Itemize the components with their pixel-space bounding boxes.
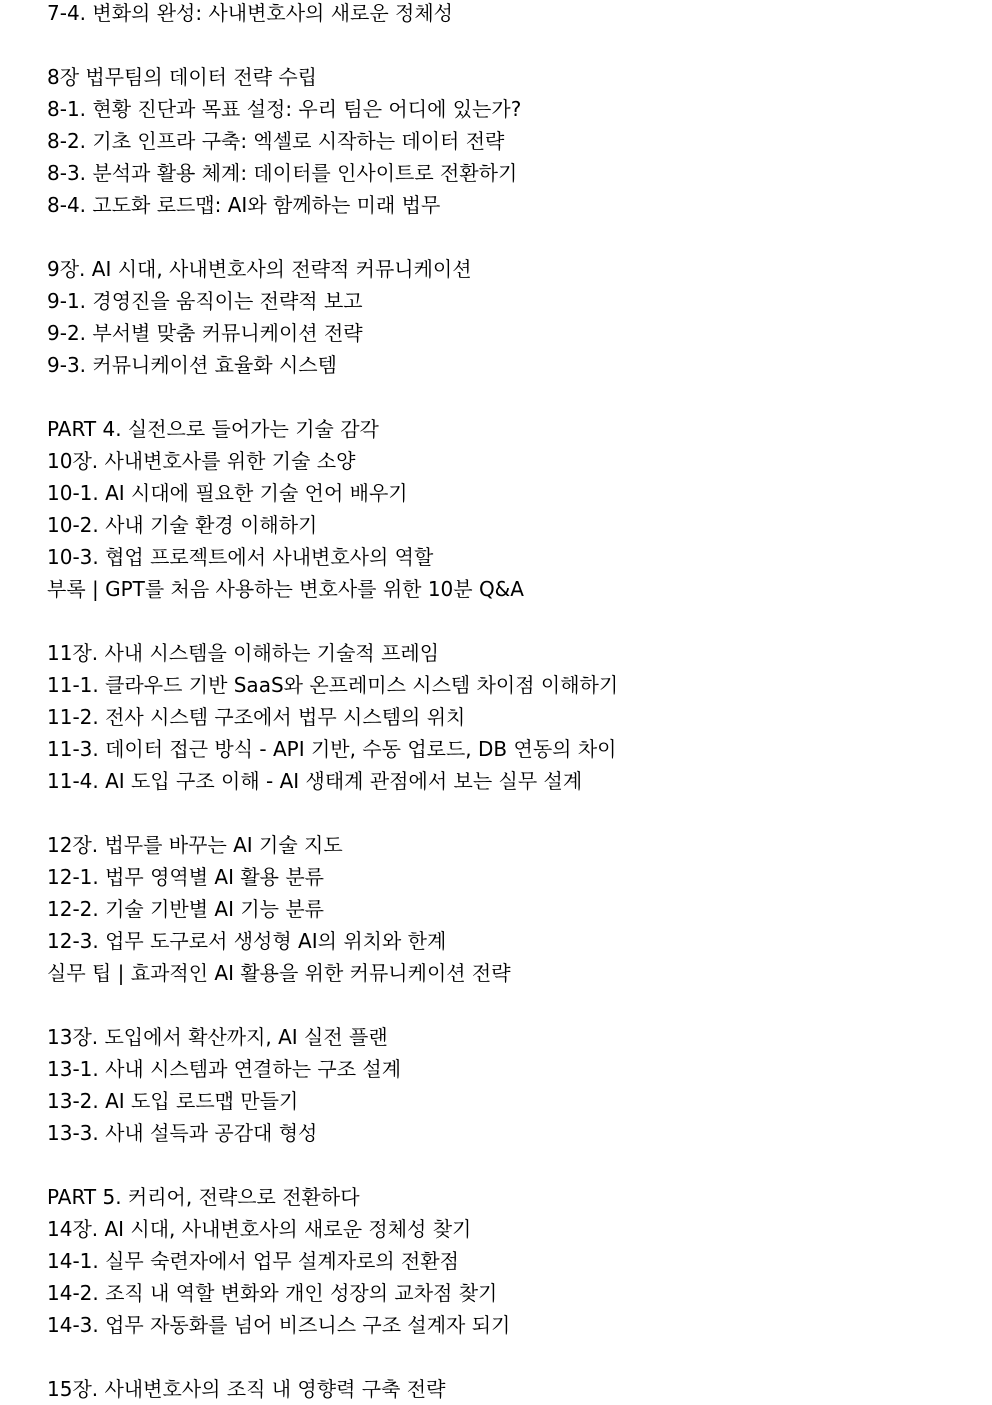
toc-line: 9-2. 부서별 맞춤 커뮤니케이션 전략 [47,321,363,345]
toc-line: 10-2. 사내 기술 환경 이해하기 [47,513,318,537]
blank-line [47,797,977,829]
toc-line: 11-3. 데이터 접근 방식 - API 기반, 수동 업로드, DB 연동의 차이 [47,737,617,761]
toc-line: 13-1. 사내 시스템과 연결하는 구조 설계 [47,1057,402,1081]
toc-line: 12-1. 법무 영역별 AI 활용 분류 [47,865,324,889]
blank-line [47,29,977,61]
blank-line [47,1341,977,1373]
toc-line: PART 5. 커리어, 전략으로 전환하다 [47,1185,360,1209]
toc-line: 9-1. 경영진을 움직이는 전략적 보고 [47,289,363,313]
toc-line: 11-2. 전사 시스템 구조에서 법무 시스템의 위치 [47,705,466,729]
toc-line: 9-3. 커뮤니케이션 효율화 시스템 [47,353,337,377]
toc-line: 14-2. 조직 내 역할 변화와 개인 성장의 교차점 찾기 [47,1281,498,1305]
toc-line: 10-1. AI 시대에 필요한 기술 언어 배우기 [47,481,408,505]
toc-line: 8장 법무팀의 데이터 전략 수립 [47,65,317,89]
toc-line: 9장. AI 시대, 사내변호사의 전략적 커뮤니케이션 [47,257,472,281]
toc-line: 부록 | GPT를 처음 사용하는 변호사를 위한 10분 Q&A [47,577,524,601]
blank-line [47,605,977,637]
toc-line: 8-4. 고도화 로드맵: AI와 함께하는 미래 법무 [47,193,441,217]
toc-line: 14-1. 실무 숙련자에서 업무 설계자로의 전환점 [47,1249,459,1273]
toc-line: 13-2. AI 도입 로드맵 만들기 [47,1089,299,1113]
toc-line: 12-2. 기술 기반별 AI 기능 분류 [47,897,324,921]
toc-line: 14장. AI 시대, 사내변호사의 새로운 정체성 찾기 [47,1217,472,1241]
toc-line: 12장. 법무를 바꾸는 AI 기술 지도 [47,833,343,857]
toc-line: 실무 팁 | 효과적인 AI 활용을 위한 커뮤니케이션 전략 [47,961,511,985]
toc-line: 13-3. 사내 설득과 공감대 형성 [47,1121,318,1145]
table-of-contents [47,0,977,1405]
toc-line: 11-1. 클라우드 기반 SaaS와 온프레미스 시스템 차이점 이해하기 [47,673,619,697]
toc-line: 14-3. 업무 자동화를 넘어 비즈니스 구조 설계자 되기 [47,1313,511,1337]
toc-line: 11장. 사내 시스템을 이해하는 기술적 프레임 [47,641,440,665]
toc-line: 10장. 사내변호사를 위한 기술 소양 [47,449,356,473]
toc-line: 10-3. 협업 프로젝트에서 사내변호사의 역할 [47,545,434,569]
toc-line: 15장. 사내변호사의 조직 내 영향력 구축 전략 [47,1377,446,1401]
toc-line: 12-3. 업무 도구로서 생성형 AI의 위치와 한계 [47,929,447,953]
blank-line [47,989,977,1021]
toc-line: 8-1. 현황 진단과 목표 설정: 우리 팀은 어디에 있는가? [47,97,522,121]
toc-line: 7-4. 변화의 완성: 사내변호사의 새로운 정체성 [47,1,453,25]
blank-line [47,1149,977,1181]
toc-line: 8-3. 분석과 활용 체계: 데이터를 인사이트로 전환하기 [47,161,518,185]
blank-line [47,221,977,253]
toc-line: PART 4. 실전으로 들어가는 기술 감각 [47,417,379,441]
toc-line: 8-2. 기초 인프라 구축: 엑셀로 시작하는 데이터 전략 [47,129,505,153]
toc-line: 13장. 도입에서 확산까지, AI 실전 플랜 [47,1025,388,1049]
toc-line: 11-4. AI 도입 구조 이해 - AI 생태계 관점에서 보는 실무 설계 [47,769,583,793]
blank-line [47,381,977,413]
